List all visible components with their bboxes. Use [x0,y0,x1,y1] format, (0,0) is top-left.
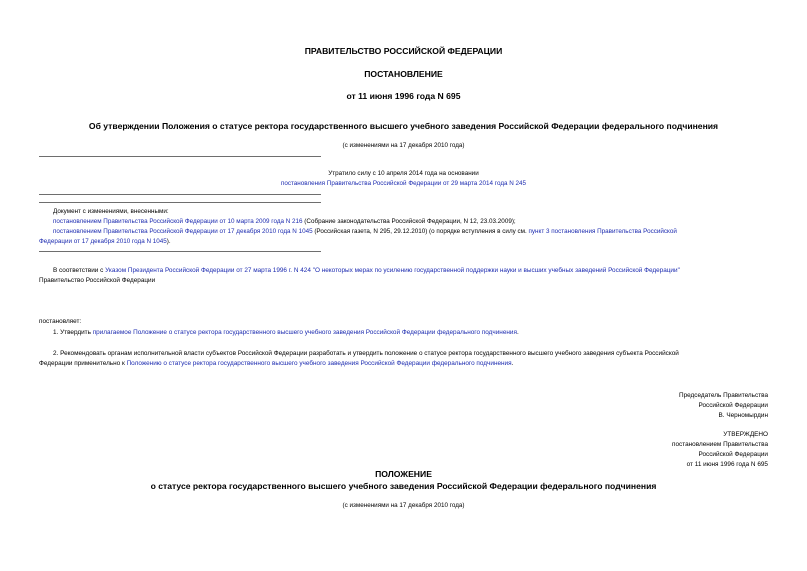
change-item-2 [53,228,677,235]
change-item-2-cont [39,238,171,245]
signature-position: Председатель Правительства [679,392,768,399]
point-1-start: 1. Утвердить [53,329,93,336]
change-item-1 [53,218,516,225]
point-2-start: Федерации применительно к [39,360,127,367]
change-item-2-source: (Российская газета, N 295, 29.12.2010) (о порядке вступления в силу см. [312,228,529,235]
approved-label: УТВЕРЖДЕНО [723,431,768,438]
preamble-line2: Правительство Российской Федерации [39,277,156,284]
approved-country: Российской Федерации [698,451,768,458]
approved-by: постановлением Правительства [672,441,768,448]
divider [39,251,321,252]
approved-date: от 11 июня 1996 года N 695 [686,461,768,468]
change-item-2-link2[interactable]: пункт 3 постановления Правительства Российской [528,228,677,235]
divider [39,156,321,157]
point-2-end: . [511,360,514,367]
point-2-link[interactable]: Положению о статусе ректора государственного высшего учебного заведения Российской Федерации федерального подчинения [126,360,512,367]
resolves-text: постановляет: [39,318,82,325]
document-date-number: от 11 июня 1996 года N 695 [346,91,461,101]
document-type: ПОСТАНОВЛЕНИЕ [364,69,443,79]
document-title: Об утверждении Положения о статусе ректора государственного высшего учебного заведения Российской Федерации федерального подчинения [88,121,719,131]
preamble-line1 [53,267,680,274]
divider [39,194,321,195]
divider [39,202,321,203]
point-2-line1: 2. Рекомендовать органам исполнительной власти субъектов Российской Федерации разработать и утвердить положение о статусе ректора государственного высшего учебного заведения субъекта Российской [53,350,679,357]
amended-note: (с изменениями на 17 декабря 2010 года) [342,142,465,149]
signature-name: В. Черномырдин [718,412,768,419]
point-1-link[interactable]: прилагаемое Положение о статусе ректора государственного высшего учебного заведения Российской Федерации федерального подчинения [92,329,517,336]
changes-intro: Документ с изменениями, внесенными: [53,208,169,215]
point-2-line2 [39,360,513,367]
change-item-2-end: ). [166,238,171,245]
preamble-decree-link[interactable]: Указом Президента Российской Федерации от 27 марта 1996 г. N 424 "О некоторых мерах по усилению государственной поддержки науки и высших учебных заведений Российской Федерации" [105,267,680,274]
point-1-end: . [516,329,519,336]
point-1 [53,329,519,336]
issuing-authority: ПРАВИТЕЛЬСТВО РОССИЙСКОЙ ФЕДЕРАЦИИ [304,46,503,56]
signature-country: Российской Федерации [698,402,768,409]
change-item-1-source: (Собрание законодательства Российской Федерации, N 12, 23.03.2009); [302,218,516,225]
regulation-subtitle: о статусе ректора государственного высшего учебного заведения Российской Федерации федерального подчинения [150,481,657,491]
lost-force-link[interactable]: постановления Правительства Российской Федерации от 29 марта 2014 года N 245 [280,180,527,187]
regulation-amended-note: (с изменениями на 17 декабря 2010 года) [342,502,465,509]
change-item-2-link3[interactable]: Федерации от 17 декабря 2010 года N 1045 [39,238,167,245]
change-item-1-link[interactable]: постановлением Правительства Российской Федерации от 10 марта 2009 года N 216 [53,218,303,225]
change-item-2-link[interactable]: постановлением Правительства Российской Федерации от 17 декабря 2010 года N 1045 [53,228,313,235]
preamble-start: В соответствии с [53,267,106,274]
lost-force-text: Утратило силу с 10 апреля 2014 года на основании [328,170,479,177]
regulation-title: ПОЛОЖЕНИЕ [375,469,432,479]
